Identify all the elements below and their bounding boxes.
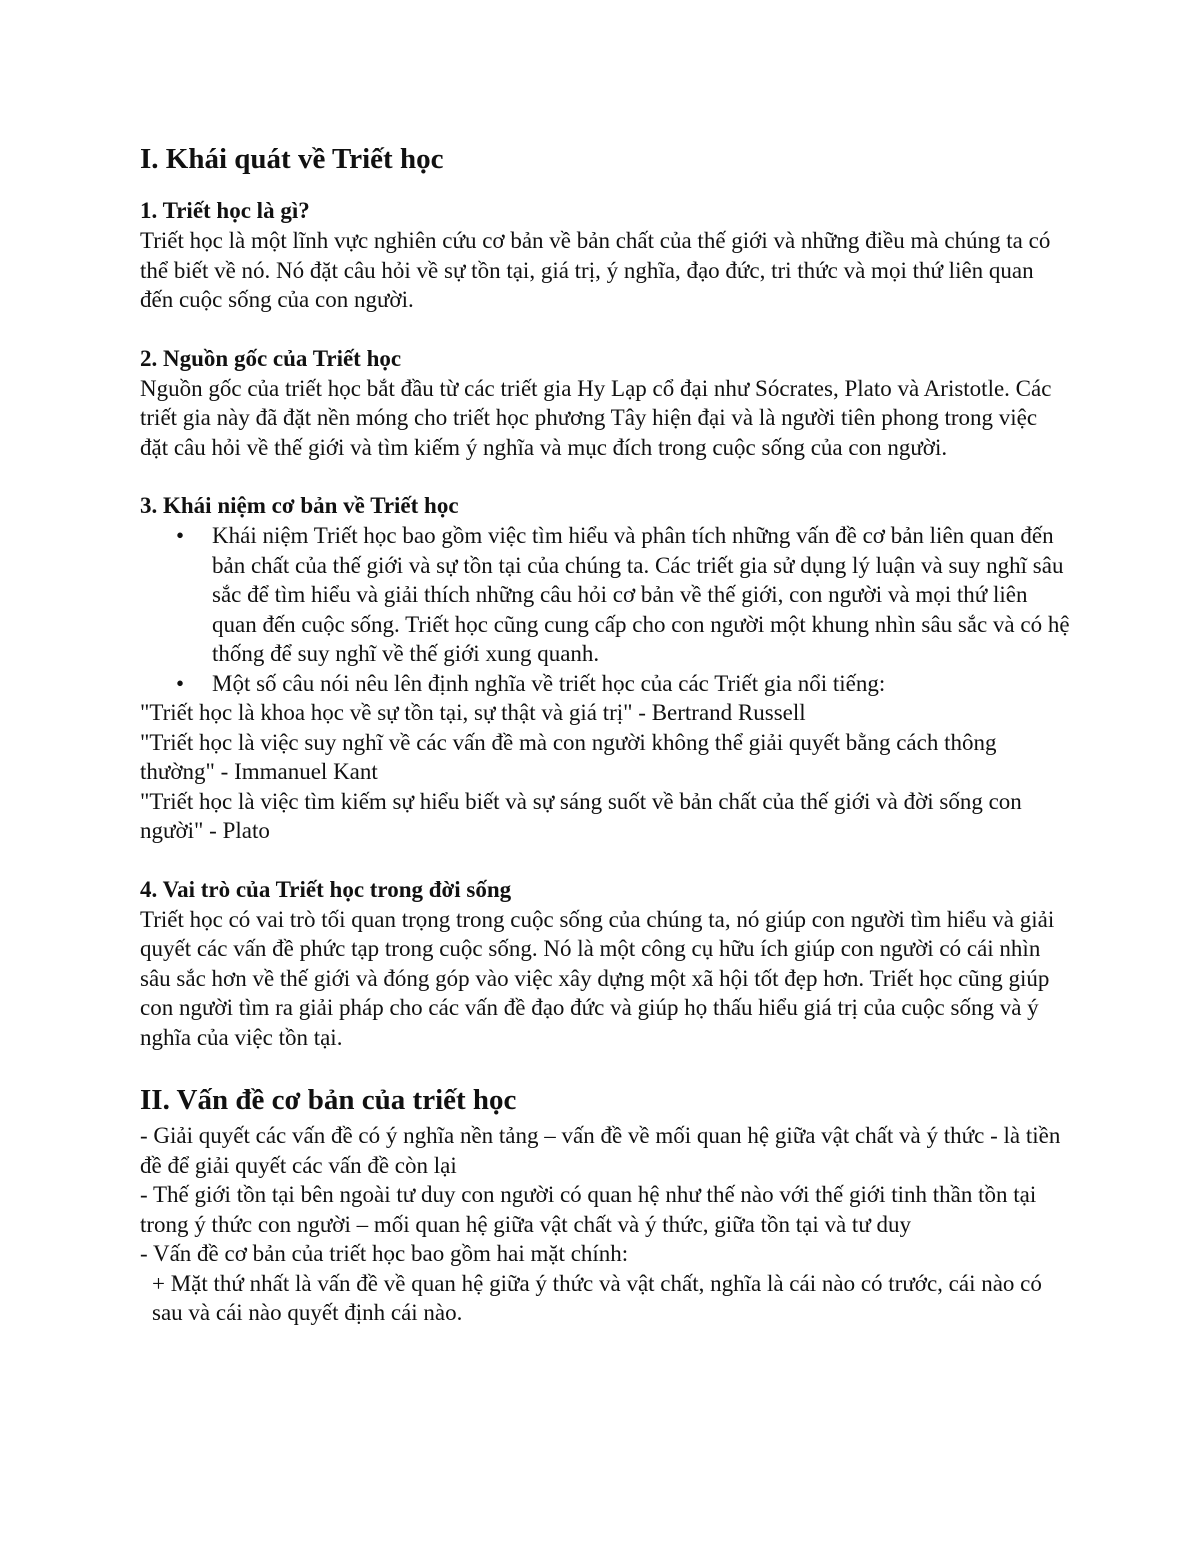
quote-russell: "Triết học là khoa học về sự tồn tại, sự thật và giá trị" - Bertrand Russell (140, 700, 806, 725)
list-item (176, 669, 1070, 699)
section-title-2: II. Vấn đề cơ bản của triết học (140, 1084, 517, 1116)
section-role (140, 875, 1070, 1053)
heading-what-is-philosophy: 1. Triết học là gì? (140, 198, 310, 223)
paragraph-role: Triết học có vai trò tối quan trọng trong cuộc sống của chúng ta, nó giúp con người tìm hiểu và giải quyết các vấn đề phức tạp trong cuộc sống. Nó là một công cụ hữu ích giúp con người có cái nhìn sâu sắc hơn về thế giới và đóng góp vào việc xây dựng một xã hội tốt đẹp hơn. Triết học cũng giúp con người tìm ra giải pháp cho các vấn đề đạo đức và giúp họ thấu hiểu giá trị của cuộc sống và ý nghĩa của việc tồn tại. (140, 906, 1055, 1050)
quote-plato: "Triết học là việc tìm kiếm sự hiểu biết và sự sáng suốt về bản chất của thế giới và đời sống con người" - Plato (140, 788, 1022, 843)
bullet-icon: • (176, 670, 185, 696)
paragraph-origin: Nguồn gốc của triết học bắt đầu từ các triết gia Hy Lạp cổ đại như Sócrates, Plato và Aristotle. Các triết gia này đã đặt nền móng cho triết học phương Tây hiện đại và là người tiên phong trong việc đặt câu hỏi về thế giới và tìm kiếm ý nghĩa và mục đích trong cuộc sống của con người. (140, 375, 1052, 460)
paragraph-line: - Vấn đề cơ bản của triết học bao gồm hai mặt chính: (140, 1241, 629, 1266)
section-origin (140, 344, 1070, 463)
quote-kant: "Triết học là việc suy nghĩ về các vấn đề mà con người không thể giải quyết bằng cách thông thường" - Immanuel Kant (140, 729, 997, 784)
section-what-is-philosophy (140, 196, 1070, 315)
bullet-text: Một số câu nói nêu lên định nghĩa về triết học của các Triết gia nổi tiếng: (212, 670, 886, 696)
bullet-list (140, 521, 1070, 698)
heading-basic-concepts: 3. Khái niệm cơ bản về Triết học (140, 493, 459, 518)
heading-role: 4. Vai trò của Triết học trong đời sống (140, 876, 512, 902)
bullet-text: Khái niệm Triết học bao gồm việc tìm hiểu và phân tích những vấn đề cơ bản liên quan đến bản chất của thế giới và sự tồn tại của chúng ta. Các triết gia sử dụng lý luận và suy nghĩ sâu sắc để tìm hiểu và giải thích những câu hỏi cơ bản về thế giới, con người và mọi thứ liên quan đến cuộc sống. Triết học cũng cung cấp cho con người một khung nhìn sâu sắc và có hệ thống để suy nghĩ về thế giới xung quanh. (212, 523, 1070, 666)
bullet-icon: • (176, 523, 185, 548)
paragraph-line: - Thế giới tồn tại bên ngoài tư duy con người có quan hệ như thế nào với thế giới tinh thần tồn tại trong ý thức con người – mối quan hệ giữa vật chất và ý thức, giữa tồn tại và tư duy (140, 1182, 1037, 1237)
heading-origin: 2. Nguồn gốc của Triết học (140, 345, 402, 371)
paragraph-what-is-philosophy: Triết học là một lĩnh vực nghiên cứu cơ bản về bản chất của thế giới và những điều mà chúng ta có thể biết về nó. Nó đặt câu hỏi về sự tồn tại, giá trị, ý nghĩa, đạo đức, tri thức và mọi thứ liên quan đến cuộc sống của con người. (140, 228, 1051, 312)
paragraph-line: - Giải quyết các vấn đề có ý nghĩa nền tảng – vấn đề về mối quan hệ giữa vật chất và ý thức - là tiền đề để giải quyết các vấn đề còn lại (140, 1123, 1061, 1178)
paragraph-sub-item: + Mặt thứ nhất là vấn đề về quan hệ giữa ý thức và vật chất, nghĩa là cái nào có trước, cái nào có sau và cái nào quyết định cái nào. (152, 1270, 1042, 1325)
section-title-1: I. Khái quát về Triết học (140, 143, 444, 175)
list-item (176, 521, 1070, 669)
section-basic-concepts (140, 491, 1070, 846)
